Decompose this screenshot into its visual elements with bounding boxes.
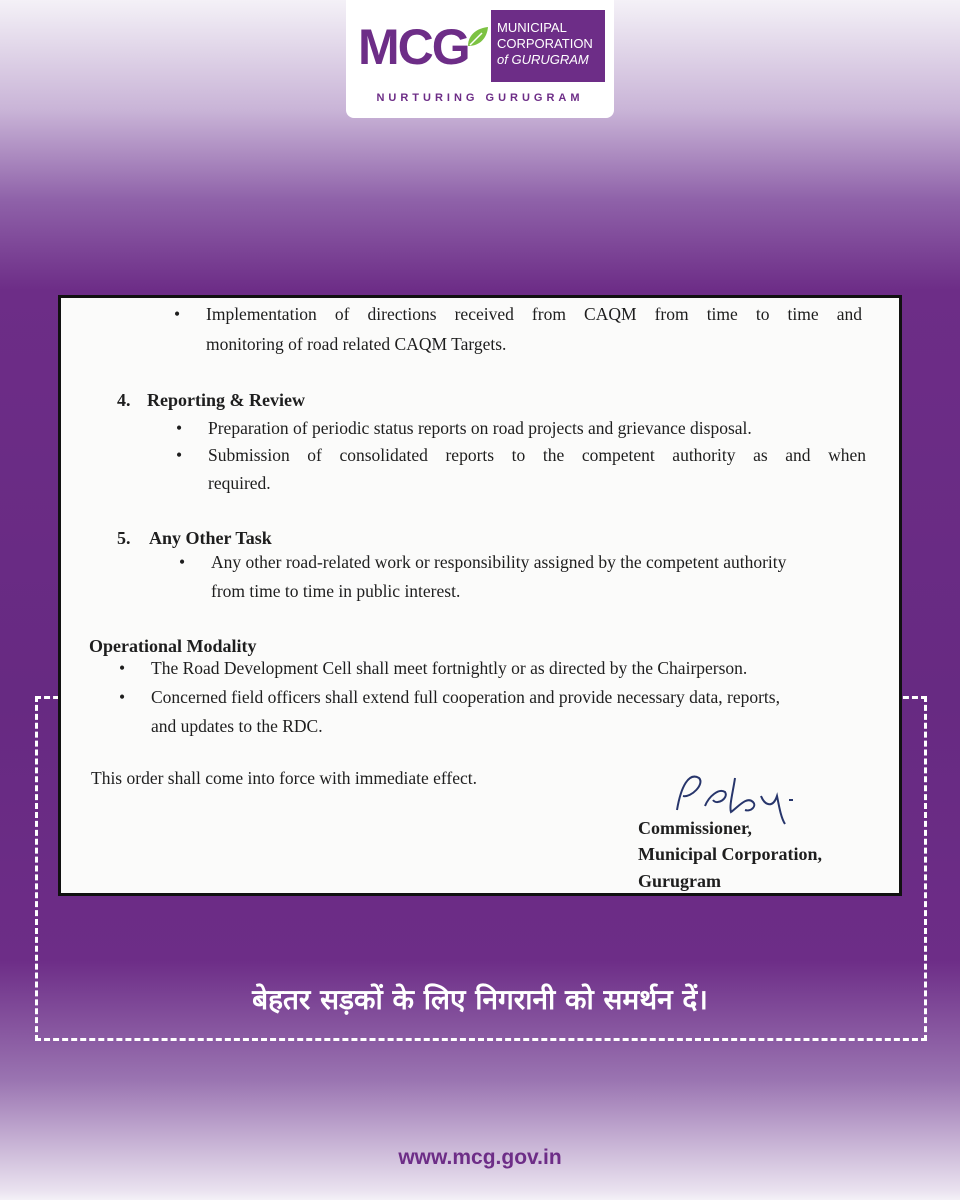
- section5-title: Any Other Task: [149, 528, 272, 548]
- section4-bullet1: • Preparation of periodic status reports on road projects and grievance disposal.: [208, 418, 752, 439]
- section5-bullet1-line2: from time to time in public interest.: [211, 581, 461, 601]
- signatory-org: Municipal Corporation,: [638, 844, 823, 864]
- mcg-logo: [346, 0, 614, 118]
- section5-bullet1-line1: • Any other road-related work or responsibility assigned by the competent authority: [211, 552, 786, 573]
- leaf-icon: [462, 22, 492, 52]
- modality-bullet1: • The Road Development Cell shall meet fortnightly or as directed by the Chairperson.: [151, 658, 747, 679]
- section4-number: 4.: [117, 390, 131, 410]
- section4-bullet2-line1: • Submission of consolidated reports to the competent authority as and when: [208, 445, 866, 466]
- modality-bullet2-line2: and updates to the RDC.: [151, 716, 323, 736]
- modality-title: Operational Modality: [89, 636, 257, 656]
- caqm-bullet-line1: • Implementation of directions received from CAQM from time to time and: [206, 304, 862, 325]
- hindi-slogan: बेहतर सड़कों के लिए निगरानी को समर्थन दें।: [252, 983, 708, 1016]
- caqm-bullet-line2: monitoring of road related CAQM Targets.: [206, 334, 507, 354]
- section4-title: Reporting & Review: [147, 390, 305, 410]
- section4-bullet2-line2: required.: [208, 473, 271, 493]
- logo-org-line3: of GURUGRAM: [497, 52, 589, 67]
- logo-org-name: [491, 10, 605, 82]
- logo-mark: MCG: [358, 19, 469, 75]
- signatory-title: Commissioner,: [638, 818, 752, 838]
- modality-bullet2-line1: • Concerned field officers shall extend full cooperation and provide necessary data, reports,: [151, 687, 780, 708]
- logo-org-line1: MUNICIPAL: [497, 20, 567, 35]
- section5-number: 5.: [117, 528, 131, 548]
- logo-org-line2: CORPORATION: [497, 36, 593, 51]
- signatory-city: Gurugram: [638, 871, 721, 891]
- document-excerpt: [58, 295, 902, 896]
- order-effect-text: This order shall come into force with immediate effect.: [91, 768, 477, 788]
- website-link[interactable]: www.mcg.gov.in: [398, 1146, 562, 1169]
- logo-tagline: NURTURING GURUGRAM: [376, 92, 584, 104]
